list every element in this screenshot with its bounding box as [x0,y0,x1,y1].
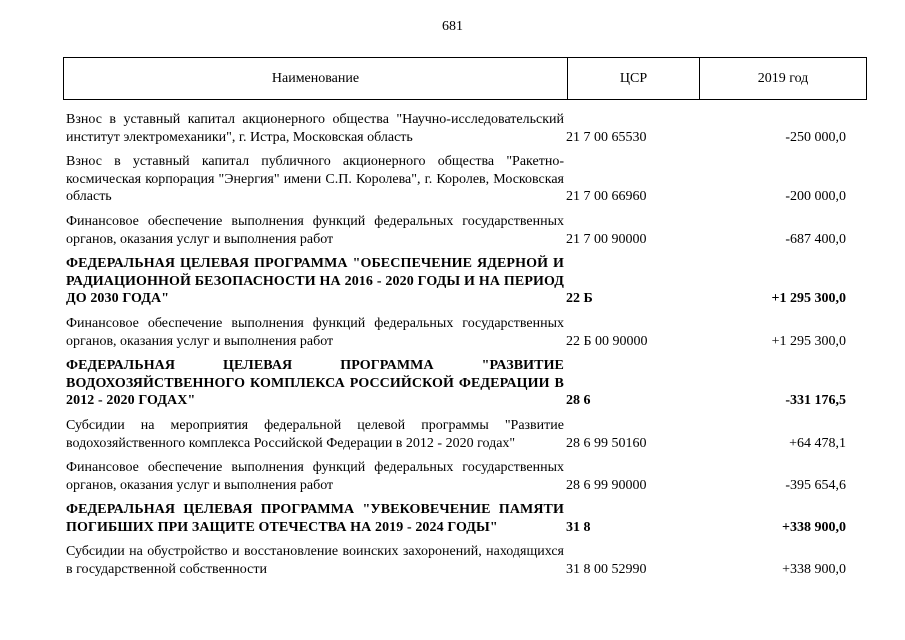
row-amount: -687 400,0 [785,231,846,247]
row-amount: +64 478,1 [789,435,846,451]
table-row [66,543,846,578]
row-name: Взнос в уставный капитал публичного акционерного общества "Ракетно-космическая корпорация "Энергия" имени С.П. Королева", г. Королев, Московская область [66,154,564,205]
row-name: Финансовое обеспечение выполнения функций федеральных государственных органов, оказания услуг и выполнения работ [66,315,564,349]
table-header [63,57,867,100]
row-name: Финансовое обеспечение выполнения функций федеральных государственных органов, оказания услуг и выполнения работ [66,460,564,493]
row-csr: 22 Б 00 90000 [566,333,648,349]
row-amount: +338 900,0 [782,519,846,535]
table-row [66,153,846,206]
row-name: Финансовое обеспечение выполнения функций федеральных государственных органов, оказания услуг и выполнения работ [66,213,564,247]
row-csr: 28 6 [566,393,591,409]
table-row [66,417,846,452]
row-amount: -395 654,6 [785,477,846,493]
table-row [66,459,846,494]
column-header-year: 2019 год [757,70,809,86]
row-amount: -250 000,0 [785,129,846,145]
table-row [66,315,846,350]
row-name: ФЕДЕРАЛЬНАЯ ЦЕЛЕВАЯ ПРОГРАММА "ОБЕСПЕЧЕНИЕ ЯДЕРНОЙ И РАДИАЦИОННОЙ БЕЗОПАСНОСТИ НА 2016 - 2020 ГОДЫ И НА ПЕРИОД ДО 2030 ГОДА" [66,256,564,307]
row-csr: 28 6 99 90000 [566,477,647,493]
row-amount: -331 176,5 [785,393,846,409]
table-row [66,255,846,308]
table-row [66,501,846,536]
row-name: ФЕДЕРАЛЬНАЯ ЦЕЛЕВАЯ ПРОГРАММА "РАЗВИТИЕ ВОДОХОЗЯЙСТВЕННОГО КОМПЛЕКСА РОССИЙСКОЙ ФЕДЕРАЦИИ В 2012 - 2020 ГОДАХ" [66,358,564,409]
row-amount: +1 295 300,0 [771,333,846,349]
row-amount: +1 295 300,0 [771,291,846,307]
row-amount: +338 900,0 [782,562,846,578]
row-csr: 31 8 00 52990 [566,562,647,578]
row-name: ФЕДЕРАЛЬНАЯ ЦЕЛЕВАЯ ПРОГРАММА "УВЕКОВЕЧЕНИЕ ПАМЯТИ ПОГИБШИХ ПРИ ЗАЩИТЕ ОТЕЧЕСТВА НА 2019 - 2024 ГОДЫ" [66,502,564,535]
page-number: 681 [442,19,463,34]
column-header-csr: ЦСР [568,58,700,99]
row-csr: 21 7 00 66960 [566,189,647,205]
column-header-name: Наименование [64,58,568,99]
row-csr: 31 8 [566,519,591,535]
row-name: Взнос в уставный капитал акционерного общества "Научно-исследовательский институт электромеханики", г. Истра, Московская область [66,112,564,145]
row-csr: 28 6 99 50160 [566,435,647,451]
row-name: Субсидии на обустройство и восстановление воинских захоронений, находящихся в государственной собственности [66,544,564,578]
row-csr: 21 7 00 90000 [566,231,647,247]
row-csr: 22 Б [566,291,593,307]
table-row [66,213,846,248]
row-name: Субсидии на мероприятия федеральной целевой программы "Развитие водохозяйственного комплекса Российской Федерации в 2012 - 2020 годах" [66,417,564,451]
row-amount: -200 000,0 [785,189,846,205]
table-row [66,357,846,410]
table-body [66,111,846,586]
table-row [66,111,846,146]
row-csr: 21 7 00 65530 [566,129,647,145]
